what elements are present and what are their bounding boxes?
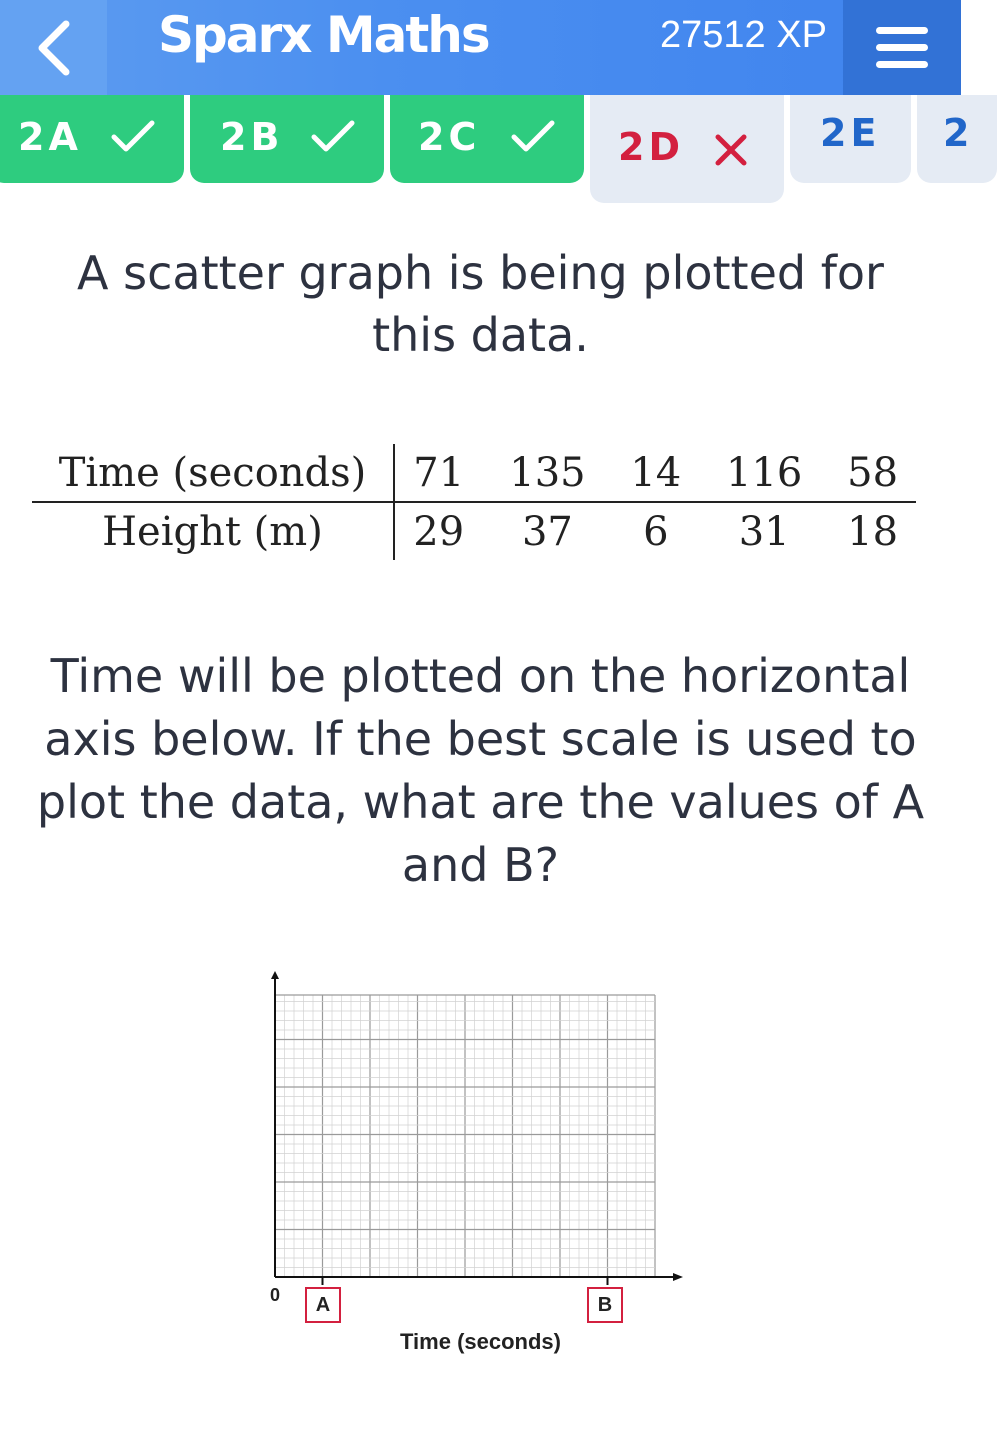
question-prompt-line: and B?: [401, 838, 560, 892]
table-cell: 116: [699, 444, 829, 502]
checkmark-icon: [510, 117, 556, 157]
tab-2e[interactable]: [790, 95, 911, 183]
answer-box-a[interactable]: A: [305, 1287, 341, 1323]
table-row-header: Time (seconds): [32, 444, 394, 502]
tab-label: 2B: [220, 115, 284, 159]
table-cell: 58: [829, 444, 916, 502]
question-tabs: [0, 95, 974, 205]
y-axis-arrow-icon: [271, 971, 279, 979]
xp-counter: 27512 XP: [660, 14, 827, 56]
checkmark-icon: [310, 117, 356, 157]
question-prompt-line: plot the data, what are the values of A: [36, 775, 925, 829]
tab-label: 2D: [618, 125, 684, 169]
table-cell: 29: [413, 508, 465, 555]
chevron-left-icon: [34, 18, 74, 78]
tab-2b[interactable]: [190, 95, 384, 183]
origin-label: 0: [270, 1285, 281, 1305]
blank-graph: [250, 965, 700, 1365]
checkmark-icon: [110, 117, 156, 157]
x-axis-arrow-icon: [673, 1273, 683, 1281]
hamburger-menu-icon: [874, 23, 930, 73]
tab-label: 2E: [820, 111, 881, 155]
data-table: [32, 444, 916, 560]
table-cell: 135: [482, 444, 612, 502]
x-axis-title: Time (seconds): [400, 1329, 561, 1354]
tab-2c[interactable]: [390, 95, 584, 183]
tab-2a[interactable]: [0, 95, 184, 183]
table-row-header: Height (m): [32, 502, 394, 560]
menu-button[interactable]: [843, 0, 961, 95]
table-cell: 31: [738, 508, 790, 555]
tab-label: 2C: [418, 115, 481, 159]
back-button[interactable]: [0, 0, 107, 95]
tab-next[interactable]: [917, 95, 997, 183]
app-title: Sparx Maths: [158, 6, 489, 64]
question-prompt-line: Time will be plotted on the horizontal: [50, 649, 911, 703]
graph-grid: [250, 965, 700, 1295]
question-prompt-line: axis below. If the best scale is used to: [44, 712, 917, 766]
app-header: [0, 0, 961, 95]
table-row: [32, 444, 916, 502]
question-intro-line: A scatter graph is being plotted for: [77, 246, 884, 300]
table-cell: 6: [643, 508, 669, 555]
table-row: [32, 502, 916, 560]
answer-box-b[interactable]: B: [587, 1287, 623, 1323]
question-intro-line: this data.: [372, 308, 589, 362]
tab-label: 2A: [18, 115, 82, 159]
table-cell: 18: [847, 508, 899, 555]
tab-2d[interactable]: [590, 95, 784, 203]
table-cell: 14: [612, 444, 699, 502]
cross-icon: [714, 133, 748, 167]
tab-label: 2: [943, 111, 974, 155]
table-cell: 71: [394, 444, 482, 502]
table-cell: 37: [521, 508, 573, 555]
